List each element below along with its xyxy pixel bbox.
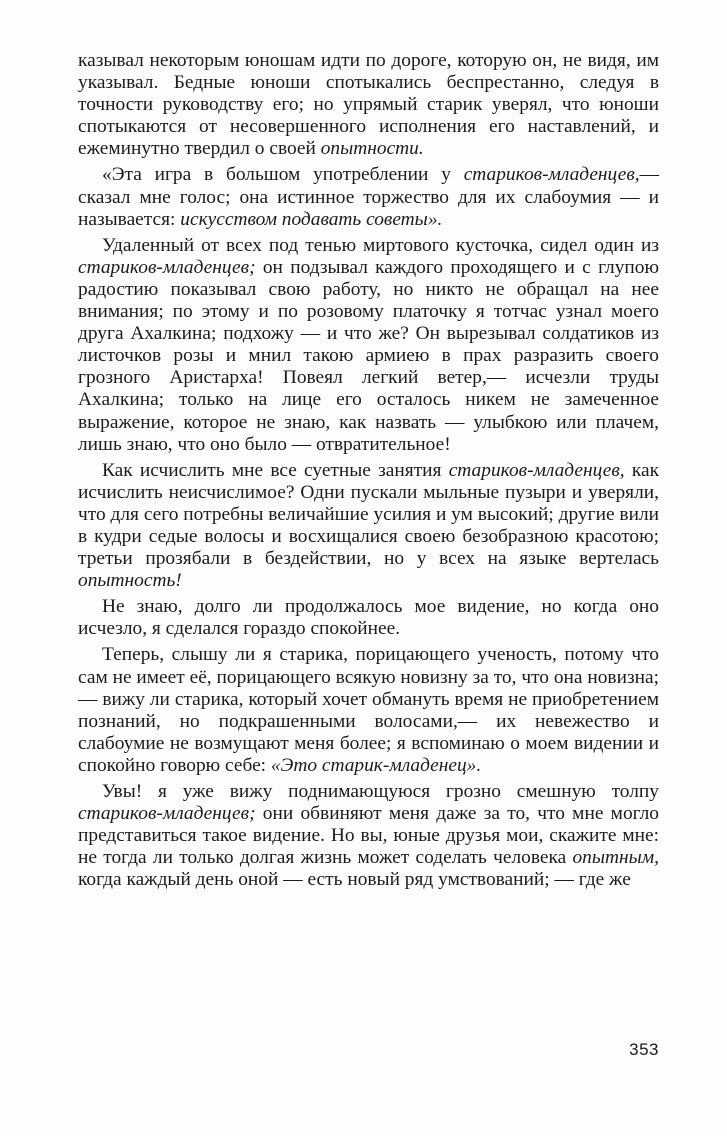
text-run: Увы! я уже вижу поднимающуюся грозно смешную толпу — [102, 781, 659, 802]
paragraph — [78, 50, 659, 160]
text-run: — сказал мне голос; она истинное торжество для их слабоумия — и называется: — [78, 164, 659, 230]
italic-text: искусством подавать советы». — [180, 208, 443, 230]
text-run: они обвиняют меня даже за то, что мне могло представиться такое видение. Но вы, юные друзья мои, скажите мне: не тогда ли только долгая жизнь может соделать человека — [78, 803, 659, 869]
paragraph — [78, 235, 659, 456]
italic-text: опытности. — [320, 138, 424, 160]
paragraph — [78, 644, 659, 777]
italic-text: опытным, — [572, 847, 659, 869]
page-number: 353 — [629, 1040, 659, 1059]
text-run: Удаленный от всех под тенью миртового кусточка, сидел один из — [102, 234, 659, 256]
text-run: «Эта игра в большом употреблении у — [102, 164, 464, 186]
text-run: он подзывал каждого проходящего и с глупою радостию показывал свою работу, но никто не обращал на нее внимания; по этому и по розовому платочку я тотчас узнал моего друга Ахалкина; подхожу — и что же? Он вырезывал солдатиков из листочков розы и мнил такою армиею в прах разразить своего грозного Аристарха! Повеял легкий ветер,— исчезли труды Ахалкина; только на лице его осталось никем не замеченное выражение, которое не знаю, как назвать — улыбкою или плачем, лишь знаю, что оно было — отвратительное! — [78, 256, 659, 455]
paragraph — [78, 781, 659, 891]
text-run: Не знаю, долго ли продолжалось мое видение, но когда оно исчезло, я сделался гораздо спокойнее. — [78, 596, 659, 640]
text-run: когда каждый день оной — есть новый ряд умствований; — где же — [78, 869, 631, 891]
text-run: как исчислить неисчислимое? Одни пускали мыльные пузыри и уверяли, что для сего потребны величайшие усилия и ум высокий; другие вили в кудри седые волосы и восхищалися своею безобразною красотою; третьи прозябали в бездействии, но у всех на языке вертелась — [78, 459, 659, 570]
italic-text: стариков-младенцев; — [78, 803, 256, 825]
italic-text: стариков-младенцев; — [78, 256, 256, 278]
paragraph — [78, 460, 659, 593]
text-run: Теперь, слышу ли я старика, порицающего ученость, потому что сам не имеет её, порицающего всякую новизну за то, что она новизна; — вижу ли старика, который хочет обмануть время не приобретением познаний, но подкрашенными волосами,— их невежество и слабоумие не возмущают меня более; я вспоминаю о моем видении и спокойно говорю себе: — [78, 644, 659, 776]
text-run: Как исчислить мне все суетные занятия — [102, 459, 449, 481]
italic-text: стариков-младенцев, — [463, 164, 640, 186]
paragraph — [78, 164, 659, 230]
italic-text: стариков-младенцев, — [448, 459, 625, 481]
paragraph — [78, 596, 659, 640]
italic-text: «Это старик-младенец». — [270, 754, 482, 776]
text-run: казывал некоторым юношам идти по дороге, которую он, не видя, им указывал. Бедные юноши спотыкались беспрестанно, следуя в точности руководству его; но упрямый старик уверял, что юноши спотыкаются от несовершенного исполнения его наставлений, и ежеминутно твердил о своей — [78, 50, 659, 160]
body-text — [78, 50, 659, 891]
italic-text: опытность! — [78, 570, 182, 592]
